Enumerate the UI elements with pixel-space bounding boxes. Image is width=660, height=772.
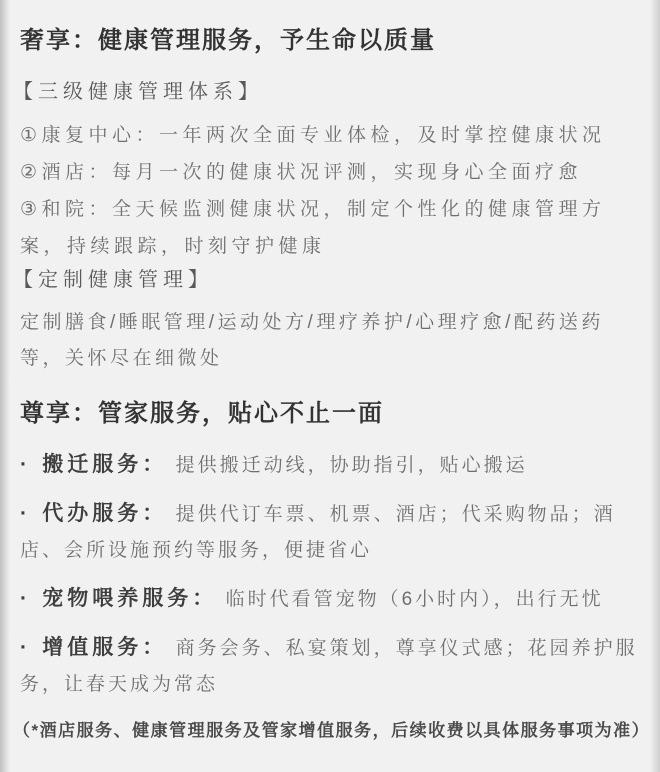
tier-system-list: [20, 117, 640, 265]
service-label: 宠物喂养服务：: [42, 587, 218, 610]
tier-system-title: 【三级健康管理体系】: [13, 81, 263, 103]
tier-item-hotel: ②酒店：每月一次的健康状况评测，实现身心全面疗愈: [20, 162, 583, 183]
service-description: 提供搬迁动线，协助指引，贴心搬运: [175, 455, 528, 476]
custom-health-body: 定制膳食/睡眠管理/运动处方/理疗养护/心理疗愈/配药送药等，关怀尽在细微处: [20, 312, 604, 369]
bullet-dot-icon: ·: [20, 502, 30, 525]
page-edge-shadow-left: [0, 0, 10, 772]
service-item-pet-care: [20, 581, 640, 618]
tier-item-residence: ③和院：全天候监测健康状况，制定个性化的健康管理方案，持续跟踪，时刻守护健康: [20, 199, 606, 257]
service-description: 商务会务、私宴策划，尊享仪式感；花园养护服务，让春天成为常态: [20, 638, 638, 695]
butler-services-heading: 尊享：管家服务，贴心不止一面: [20, 400, 384, 427]
page-edge-shadow-right: [650, 0, 660, 772]
tier-item-rehab-center: ①康复中心：一年两次全面专业体检，及时掌控健康状况: [20, 125, 606, 146]
service-description: 提供代订车票、机票、酒店；代采购物品；酒店、会所设施预约等服务，便捷省心: [20, 504, 616, 561]
bullet-dot-icon: ·: [20, 636, 30, 659]
bullet-dot-icon: ·: [20, 453, 30, 476]
service-label: 代办服务：: [42, 502, 168, 525]
service-label: 搬迁服务：: [42, 453, 168, 476]
custom-health-title: 【定制健康管理】: [13, 269, 213, 291]
bullet-dot-icon: ·: [20, 587, 30, 610]
service-item-value-added: [20, 630, 640, 703]
service-item-relocation: [20, 447, 640, 484]
health-services-heading: 奢享：健康管理服务，予生命以质量: [20, 27, 436, 54]
butler-services-list: [20, 447, 640, 703]
service-item-errand: [20, 496, 640, 569]
pricing-footnote: （*酒店服务、健康管理服务及管家增值服务，后续收费以具体服务事项为准）: [13, 721, 651, 740]
service-label: 增值服务：: [42, 636, 168, 659]
service-description: 临时代看管宠物（6小时内），出行无忧: [225, 589, 604, 610]
